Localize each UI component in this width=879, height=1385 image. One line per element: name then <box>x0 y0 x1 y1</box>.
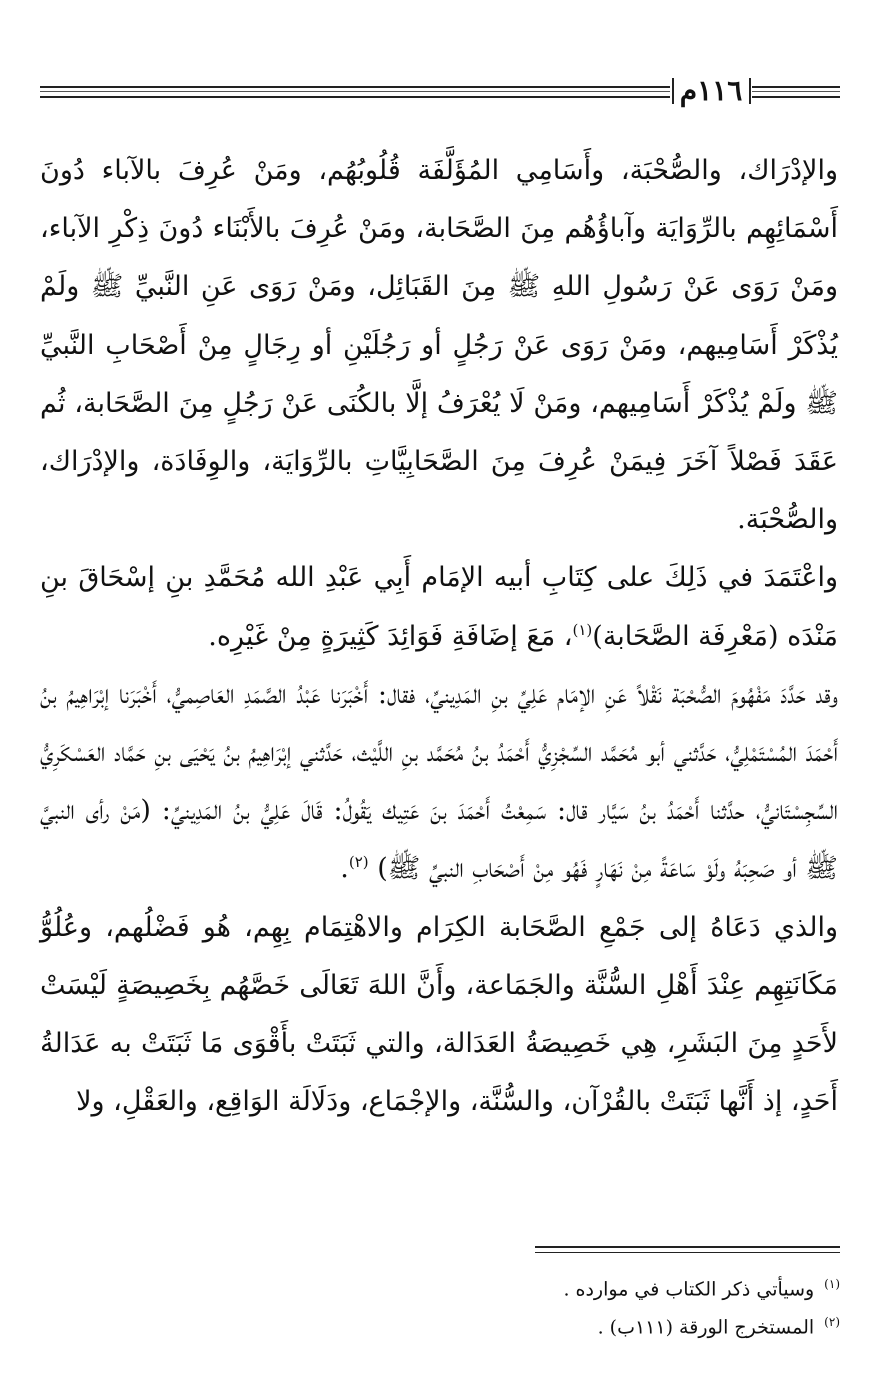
paragraph-1: والإدْرَاك، والصُّحْبَة، وأَسَامِي المُؤَلَّفَة قُلُوبُهُم، ومَنْ عُرِفَ بالآباء دُونَ أَسْمَائِهِم بالرِّوَايَة وآباؤُهُم مِنَ الصَّحَابة، ومَنْ عُرِفَ بالأَبْنَاء دُونَ ذِكْرِ الآباء، ومَنْ رَوَى عَنْ رَسُولِ اللهِ ﷺ مِنَ القَبَائِل، ومَنْ رَوَى عَنِ النَّبيِّ ﷺ ولَمْ يُذْكَرْ أَسَامِيهم، ومَنْ رَوَى عَنْ رَجُلٍ أو رَجُلَيْنِ أو رِجَالٍ مِنْ أَصْحَابِ النَّبيِّ ﷺ ولَمْ يُذْكَرْ أَسَامِيهم، ومَنْ لَا يُعْرَفُ إلَّا بالكُنَى عَنْ رَجُلٍ مِنَ الصَّحَابة، ثُم عَقَدَ فَصْلاً آخَرَ فِيمَنْ عُرِفَ مِنَ الصَّحَابِيَّاتِ بالرِّوَايَة، والوِفَادَة، والإدْرَاك، والصُّحْبَة. <box>40 155 838 536</box>
footnote-2-number: (٢) <box>824 1315 840 1330</box>
paragraph-2-text-a: واعْتَمَدَ في ذَلِكَ على كِتَابِ أبيه الإمَام أَبِي عَبْدِ الله مُحَمَّدِ بنِ إسْحَاقَ بنِ مَنْدَه (مَعْرِفَة الصَّحَابة) <box>40 562 838 652</box>
paragraph-3-text-a: وقد حَدَّدَ مَفْهُومَ الصُّحْبَة نَقْلاً عَنِ الإمَام عَلِيِّ بنِ المَدِينيِّ، فقال: أَخْبَرَنا عَبْدُ الصَّمَدِ العَاصِميُّ، أَخْبَرَنا إبْرَاهِيمُ بنُ أَحْمَدَ المُسْتَمْلِيُّ، حَدَّثني أبو مُحَمَّد السِّجْزِيُّ أَحْمَدُ بنُ مُحَمَّد بنِ اللَّيْث، حَدَّثني إبْرَاهِيمُ بنُ يَحْيَى بنِ حَمَّاد العَسْكَرِيُّ السِّجِسْتَانيُّ، حدَّثنا أَحْمَدُ بنُ سَيَّار قال: سَمِعْتُ أَحْمَدَ بنَ عَتِيك يَقُولُ: قَالَ عَلِيُّ بنُ المَدِينيِّ: (مَنْ رأى النبيَّ ﷺ أو صَحِبَهُ ولَوْ سَاعَةً مِنْ نَهَارٍ فَهُو مِنْ أَصْحَابِ النبيِّ ﷺ) <box>40 678 838 885</box>
footnotes <box>400 1268 840 1345</box>
header-rule-right <box>752 86 840 98</box>
paragraph-3-text-b: . <box>340 853 349 885</box>
footnote-2-text: المستخرج الورقة (١١١ب) . <box>597 1316 815 1339</box>
footnote-1 <box>400 1268 840 1306</box>
paragraph-4: والذي دَعَاهُ إلى جَمْعِ الصَّحَابة الكِرَام والاهْتِمَام بِهِم، هُو فَضْلُهم، وعُلُوُّ مَكَانَتِهِم عِنْدَ أَهْلِ السُّنَّة والجَمَاعة، وأَنَّ اللهَ تَعَالَى خَصَّهُم بِخَصِيصَةٍ لَيْسَتْ لأَحَدٍ مِنَ البَشَرِ، هِي خَصِيصَةُ العَدَالة، والتي ثَبَتَتْ بأَقْوَى مَا ثَبَتَتْ به عَدَالةُ أَحَدٍ، إذ أَنَّها ثَبَتَتْ بالقُرْآن، والسُّنَّة، والإجْمَاع، ودَلَالَة الوَاقِع، والعَقْلِ، ولا <box>40 911 838 1118</box>
footnote-1-number: (١) <box>824 1277 840 1291</box>
page-number: ١١٦م <box>679 74 743 107</box>
header-bracket-left <box>672 78 674 104</box>
header-bracket-right <box>749 78 751 104</box>
page-header <box>40 72 840 112</box>
footnote-ref-2: (٢) <box>348 853 369 872</box>
footnote-separator <box>535 1246 840 1253</box>
paragraph-2 <box>40 549 838 665</box>
paragraph-2-text-b: ، مَعَ إضَافَةِ فَوَائِدَ كَثِيرَةٍ مِنْ غَيْرِه. <box>208 620 573 652</box>
body-text <box>40 142 838 1131</box>
footnote-2 <box>400 1306 840 1344</box>
header-rule-left <box>40 86 670 98</box>
paragraph-3 <box>40 666 838 899</box>
footnote-ref-1: (١) <box>572 620 593 639</box>
footnote-1-text: وسيأتي ذكر الكتاب في موارده . <box>563 1278 815 1301</box>
